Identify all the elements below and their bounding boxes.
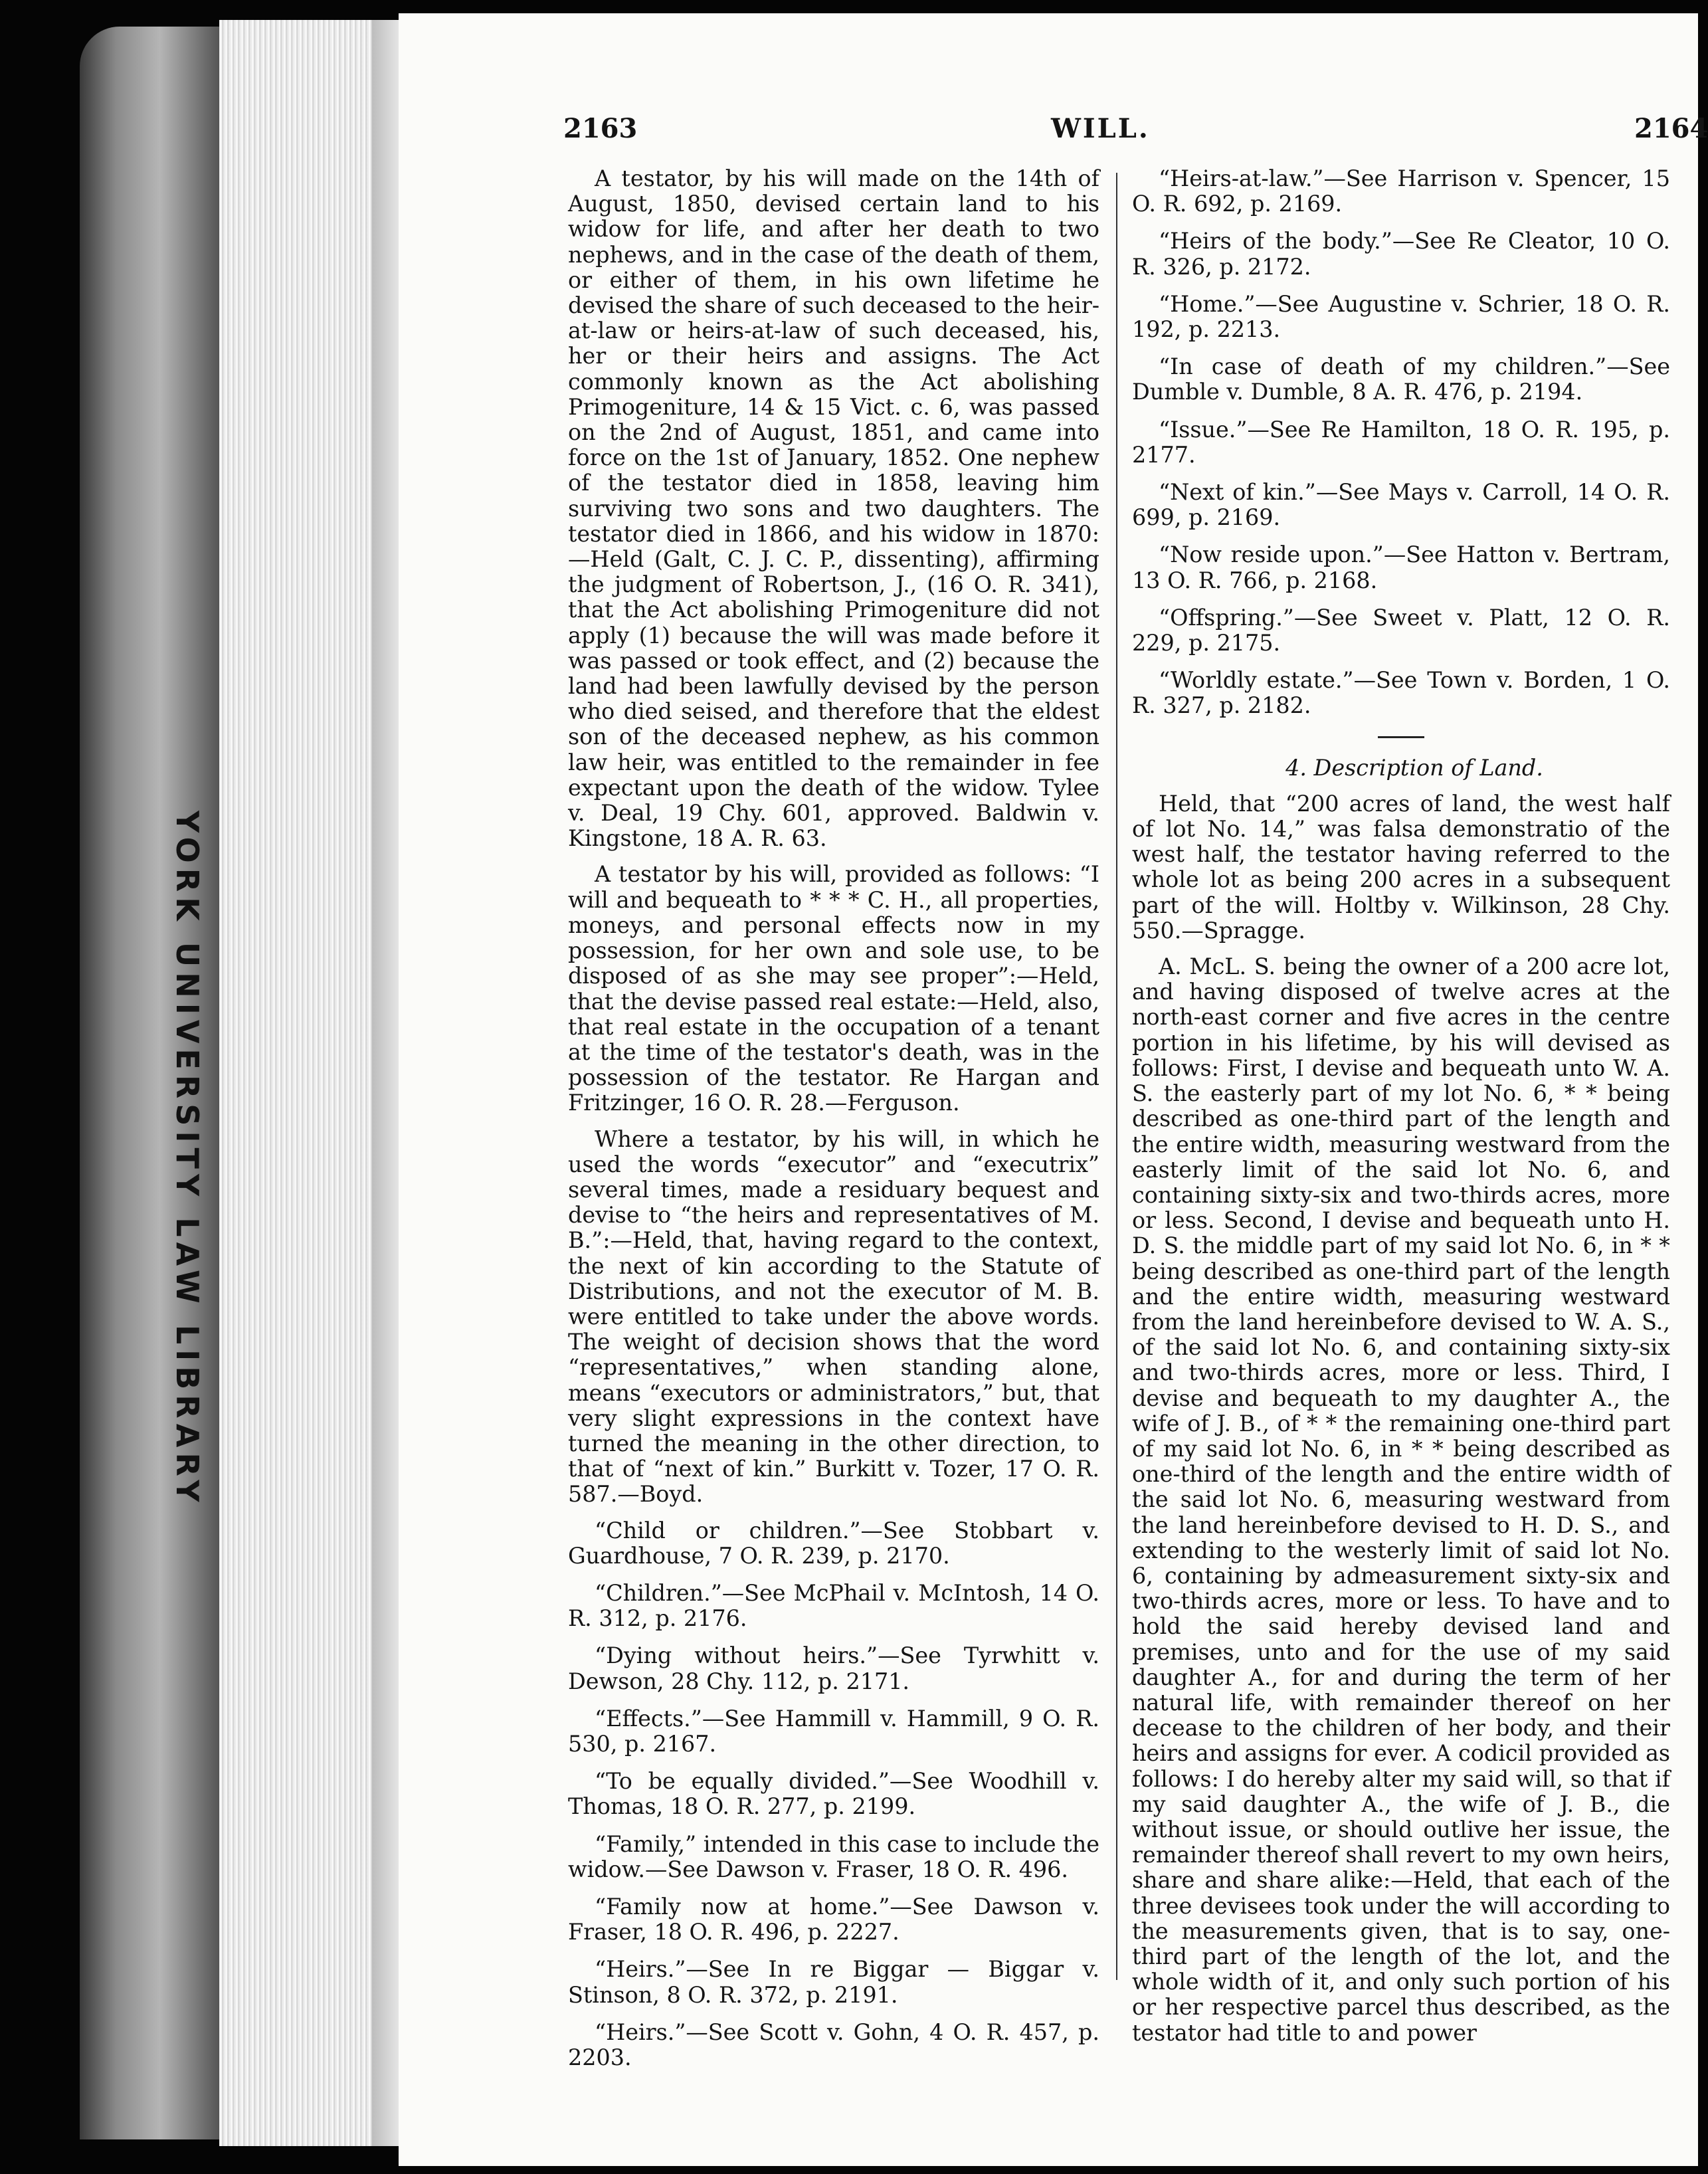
section-heading: 4. Description of Land.	[1285, 754, 1543, 781]
left-column	[568, 166, 1099, 2082]
cross-reference-entry: “Dying without heirs.”—See Tyrwhitt v. Dewson, 28 Chy. 112, p. 2171.	[568, 1642, 1099, 1694]
left-page-number: 2163	[563, 113, 638, 144]
column-divider	[1116, 173, 1117, 1980]
paragraph: A testator by his will, provided as follows: “I will and bequeath to * * * C. H., all properties, moneys, and personal effects now in my possession, for her own and sole use, to be disposed of as she may see proper”:—Held, that the devise passed real estate:—Held, also, that real estate in the occupation of a tenant at the time of the testator's death, was in the possession of the testator. Re Hargan and Fritzinger, 16 O. R. 28.—Ferguson.	[568, 861, 1099, 1116]
section-separator	[1378, 736, 1424, 738]
cross-reference-entry: “To be equally divided.”—See Woodhill v. Thomas, 18 O. R. 277, p. 2199.	[568, 1768, 1099, 1820]
paragraph: Where a testator, by his will, in which he used the words “executor” and “executrix” several times, made a residuary bequest and devise to “the heirs and representatives of M. B.”:—Held, that, having regard to the context, the next of kin according to the Statute of Distributions, and not the executor of M. B. were entitled to take under the above words. The weight of decision shows that the word “representatives,” when standing alone, means “executors or administrators,” but, that very slight expressions in the context have turned the meaning in the other direction, to that of “next of kin.” Burkitt v. Tozer, 17 O. R. 587.—Boyd.	[568, 1126, 1099, 1508]
spine-library-label: YORK UNIVERSITY LAW LIBRARY	[169, 811, 205, 1508]
running-title: WILL.	[1051, 113, 1150, 144]
cross-reference-entry: “Home.”—See Augustine v. Schrier, 18 O. R. 192, p. 2213.	[1132, 290, 1670, 343]
cross-reference-entry: “Heirs-at-law.”—See Harrison v. Spencer, 15 O. R. 692, p. 2169.	[1132, 165, 1670, 217]
paragraph: Held, that “200 acres of land, the west half of lot No. 14,” was falsa demonstratio of the west half, the testator having referred to the whole lot as being 200 acres in a subsequent part of the will. Holtby v. Wilkinson, 28 Chy. 550.—Spragge.	[1132, 790, 1670, 943]
paragraph: A. McL. S. being the owner of a 200 acre lot, and having disposed of twelve acres at the north-east corner and five acres in the centre portion in his lifetime, by his will devised as follows: First, I devise and bequeath unto W. A. S. the easterly part of my lot No. 6, * * being described as one-third part of the length and the entire width, measuring westward from the easterly limit of the said lot No. 6, and containing sixty-six and two-thirds acres, more or less. Second, I devise and bequeath unto H. D. S. the middle part of my said lot No. 6, in * * being described as one-third part of the length and the entire width, measuring westward from the land hereinbefore devised to W. A. S., of the said lot No. 6, and containing sixty-six and two-thirds acres, more or less. Third, I devise and bequeath to my daughter A., the wife of J. B., of * * the remaining one-third part of my said lot No. 6, in * * being described as one-third of the length and the entire width of the said lot No. 6, measuring westward from the land hereinbefore devised to H. D. S., and extending to the westerly limit of said lot No. 6, containing by admeasurement sixty-six and two-thirds acres, more or less. To have and to hold the said hereby devised land and premises, unto and for the use of my said daughter A., for and during the term of her natural life, with remainder thereof on her decease to the children of her body, and their heirs and assigns for ever. A codicil provided as follows: I do hereby alter my said will, so that if my said daughter A., the wife of J. B., die without issue, or should outlive her issue, the remainder thereof shall revert to my own heirs, share and share alike:—Held, that each of the three devisees took under the will according to the measurements given, that is to say, one-third part of the length of the lot, and the whole width of it, and only such portion of his or her respective parcel thus described, as the testator had title to and power	[1132, 953, 1670, 2046]
cross-reference-entry: “Family,” intended in this case to include the widow.—See Dawson v. Fraser, 18 O. R. 496.	[568, 1830, 1099, 1882]
cross-reference-entry: “Issue.”—See Re Hamilton, 18 O. R. 195, p. 2177.	[1132, 416, 1670, 468]
cross-reference-entry: “Effects.”—See Hammill v. Hammill, 9 O. R. 530, p. 2167.	[568, 1705, 1099, 1757]
cross-reference-entry: “Next of kin.”—See Mays v. Carroll, 14 O. R. 699, p. 2169.	[1132, 479, 1670, 531]
cross-reference-entry: “Heirs.”—See Scott v. Gohn, 4 O. R. 457, p. 2203.	[568, 2019, 1099, 2071]
cross-reference-entry: “In case of death of my children.”—See Dumble v. Dumble, 8 A. R. 476, p. 2194.	[1132, 353, 1670, 405]
cross-reference-entry: “Now reside upon.”—See Hatton v. Bertram, 13 O. R. 766, p. 2168.	[1132, 542, 1670, 593]
right-column	[1132, 166, 1670, 2056]
book-page	[399, 13, 1708, 2166]
right-page-number: 2164	[1634, 113, 1708, 144]
cross-reference-entry: “Offspring.”—See Sweet v. Platt, 12 O. R. 229, p. 2175.	[1132, 604, 1670, 656]
cross-reference-entry: “Heirs of the body.”—See Re Cleator, 10 O. R. 326, p. 2172.	[1132, 228, 1670, 280]
paragraph: A testator, by his will made on the 14th of August, 1850, devised certain land to his widow for life, and after her death to two nephews, and in the case of the death of them, or either of them, in his own lifetime he devised the share of such deceased to the heir-at-law or heirs-at-law of such deceased, his, her or their heirs and assigns. The Act commonly known as the Act abolishing Primogeniture, 14 & 15 Vict. c. 6, was passed on the 2nd of August, 1851, and came into force on the 1st of January, 1852. One nephew of the testator died in 1858, leaving him surviving two sons and two daughters. The testator died in 1866, and his widow in 1870:—Held (Galt, C. J. C. P., dissenting), affirming the judgment of Robertson, J., (16 O. R. 341), that the Act abolishing Primogeniture did not apply (1) because the will was made before it was passed or took effect, and (2) because the land had been lawfully devised by the person who died seised, and therefore that the eldest son of the deceased nephew, as his common law heir, was entitled to the remainder in fee expectant upon the death of the widow. Tylee v. Deal, 19 Chy. 601, approved. Baldwin v. Kingstone, 18 A. R. 63.	[568, 165, 1099, 852]
cross-reference-entry: “Heirs.”—See In re Biggar — Biggar v. Stinson, 8 O. R. 372, p. 2191.	[568, 1956, 1099, 2008]
cross-reference-entry: “Children.”—See McPhail v. McIntosh, 14 O. R. 312, p. 2176.	[568, 1579, 1099, 1632]
cross-reference-entry: “Worldly estate.”—See Town v. Borden, 1 O. R. 327, p. 2182.	[1132, 667, 1670, 719]
cross-reference-entry: “Family now at home.”—See Dawson v. Fraser, 18 O. R. 496, p. 2227.	[568, 1894, 1099, 1945]
cross-reference-entry: “Child or children.”—See Stobbart v. Guardhouse, 7 O. R. 239, p. 2170.	[568, 1517, 1099, 1569]
